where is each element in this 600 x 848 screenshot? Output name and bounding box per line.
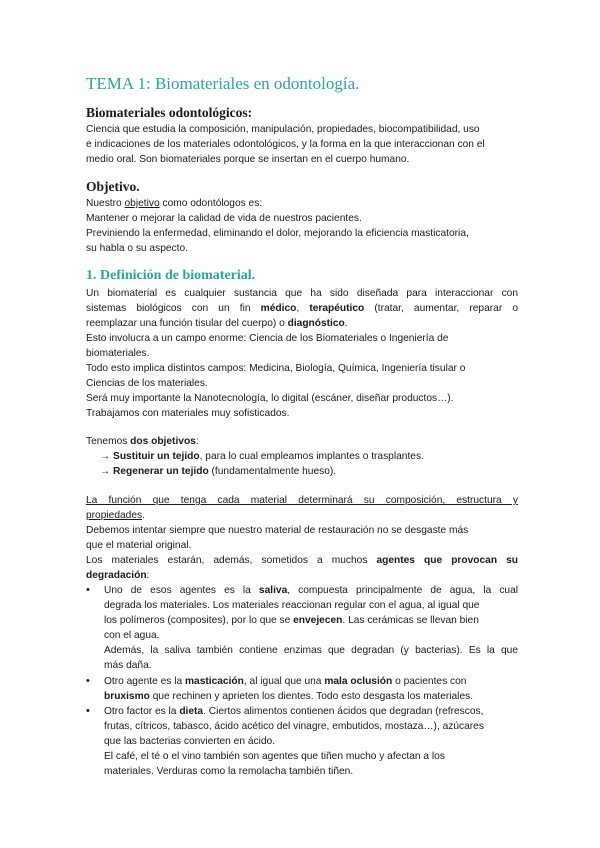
paragraph-line: La función que tenga cada material determinará su composición, estructura y <box>86 495 518 506</box>
paragraph-line: Tenemos dos objetivos: <box>86 436 199 447</box>
paragraph-line: biomateriales. <box>86 348 150 359</box>
bullet-line: Otro agente es la masticación, al igual que una mala oclusión o pacientes con <box>104 676 467 687</box>
bullet-line: los polímeros (composites), por lo que se envejecen. Las cerámicas se llevan bien <box>104 615 479 626</box>
bullet-line: Otro factor es la dieta. Ciertos alimentos contienen ácidos que degradan (refrescos, <box>104 706 484 717</box>
bullet-line: Uno de esos agentes es la saliva, compuesta principalmente de agua, la cual <box>104 585 519 596</box>
paragraph-line: reemplazar una función tisular del cuerpo) o diagnóstico. <box>86 318 348 329</box>
bullet-line: bruxismo que rechinen y aprieten los dientes. Todo esto desgasta los materiales. <box>104 691 474 702</box>
bullet-line: que las bacterias convierten en ácido. <box>104 736 276 747</box>
page-title: TEMA 1: Biomateriales en odontología. <box>86 74 360 93</box>
section-heading-definicion: 1. Definición de biomaterial. <box>86 268 256 283</box>
bullet-line: con el agua. <box>104 630 160 641</box>
bullet-icon: • <box>86 584 90 596</box>
arrow-list-item: → Sustituir un tejido, para lo cual empleamos implantes o trasplantes. <box>100 451 424 462</box>
paragraph-line: Nuestro objetivo como odontólogos es: <box>86 198 263 209</box>
arrow-right-icon: → <box>100 466 111 477</box>
paragraph-line: que el material original. <box>86 540 192 551</box>
paragraph-line: sistemas biológicos con un fin médico, terapéutico (tratar, aumentar, reparar o <box>86 303 518 314</box>
paragraph-line: Trabajamos con materiales muy sofisticados. <box>86 408 290 419</box>
bullet-line: Además, la saliva también contiene enzimas que degradan (y bacterias). Es la que <box>104 645 518 656</box>
bullet-line: degrada los materiales. Los materiales reaccionan regular con el agua, al igual que <box>104 600 480 611</box>
paragraph-line: Ciencia que estudia la composición, manipulación, propiedades, biocompatibilidad, uso <box>86 124 480 135</box>
paragraph-line: Todo esto implica distintos campos: Medicina, Biología, Química, Ingeniería tisular o <box>86 363 466 374</box>
paragraph-line: Será muy importante la Nanotecnología, lo digital (escáner, diseñar productos…). <box>86 393 454 404</box>
arrow-right-icon: → <box>100 451 111 462</box>
bullet-line: materiales. Verduras como la remolacha también tiñen. <box>104 766 354 777</box>
bullet-line: El café, el té o el vino también son agentes que tiñen mucho y afectan a los <box>104 751 445 762</box>
bullet-line: más daña. <box>104 660 152 671</box>
bullet-icon: • <box>86 705 90 717</box>
section-heading-objetivo: Objetivo. <box>86 179 140 194</box>
paragraph-line: Mantener o mejorar la calidad de vida de nuestros pacientes. <box>86 213 362 224</box>
paragraph-line: medio oral. Son biomateriales porque se insertan en el cuerpo humano. <box>86 154 410 165</box>
paragraph-line: Debemos intentar siempre que nuestro material de restauración no se desgaste más <box>86 525 469 536</box>
paragraph-line: Previniendo la enfermedad, eliminando el dolor, mejorando la eficiencia masticatoria, <box>86 228 469 239</box>
paragraph-line: e indicaciones de los materiales odontológicos, y la forma en la que interaccionan con el <box>86 139 485 150</box>
bullet-icon: • <box>86 675 90 687</box>
paragraph-line: Ciencias de los materiales. <box>86 378 208 389</box>
section-heading-biomateriales: Biomateriales odontológicos: <box>86 105 253 120</box>
paragraph-line: degradación: <box>86 570 150 581</box>
bullet-line: frutas, cítricos, tabasco, ácido acético del vinagre, embutidos, mostaza…), azúcares <box>104 721 484 732</box>
paragraph-line: propiedades. <box>86 510 145 521</box>
arrow-list-item: → Regenerar un tejido (fundamentalmente hueso). <box>100 466 337 477</box>
paragraph-line: su habla o su aspecto. <box>86 243 188 254</box>
paragraph-line: Los materiales estarán, además, sometidos a muchos agentes que provocan su <box>86 555 518 566</box>
paragraph-line: Esto involucra a un campo enorme: Ciencia de los Biomateriales o Ingeniería de <box>86 333 449 344</box>
paragraph-line: Un biomaterial es cualquier sustancia que ha sido diseñada para interaccionar con <box>86 288 518 299</box>
